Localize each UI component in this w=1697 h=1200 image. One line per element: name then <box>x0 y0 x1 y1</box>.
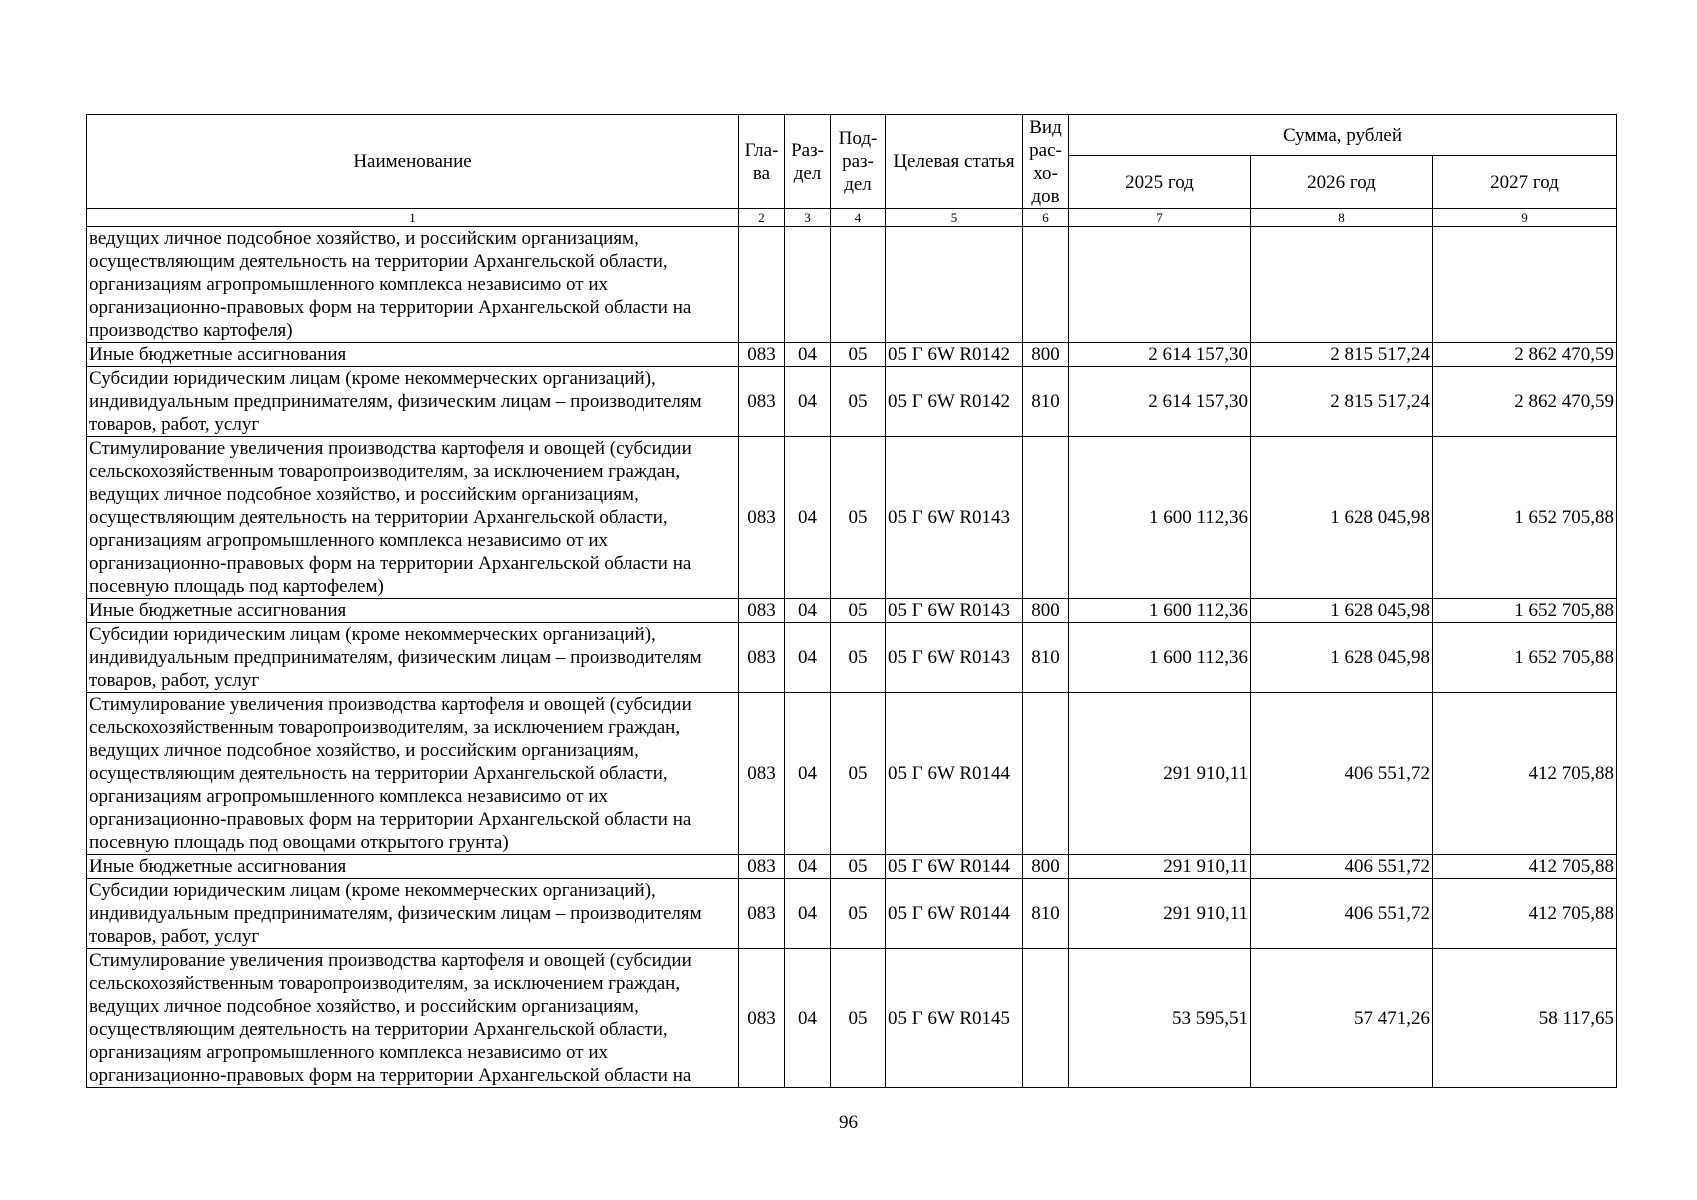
row-celevaya-statya: 05 Г 6W R0143 <box>886 437 1023 599</box>
row-razdel: 04 <box>785 693 831 855</box>
row-sum-2027: 412 705,88 <box>1433 855 1617 879</box>
row-sum-2025: 2 614 157,30 <box>1069 367 1251 437</box>
col-number: 7 <box>1069 209 1251 227</box>
table-row <box>87 367 1617 437</box>
row-razdel: 04 <box>785 367 831 437</box>
table-row <box>87 343 1617 367</box>
row-celevaya-statya: 05 Г 6W R0144 <box>886 855 1023 879</box>
row-razdel: 04 <box>785 879 831 949</box>
row-podrazdel <box>831 227 886 343</box>
row-glava <box>739 227 785 343</box>
row-sum-2027: 58 117,65 <box>1433 949 1617 1088</box>
row-sum-2026: 57 471,26 <box>1251 949 1433 1088</box>
row-glava: 083 <box>739 343 785 367</box>
row-vid-rashodov: 800 <box>1023 599 1069 623</box>
row-razdel <box>785 227 831 343</box>
row-podrazdel: 05 <box>831 599 886 623</box>
row-glava: 083 <box>739 949 785 1088</box>
row-name: Иные бюджетные ассигнования <box>87 855 739 879</box>
row-sum-2026: 1 628 045,98 <box>1251 599 1433 623</box>
row-vid-rashodov <box>1023 227 1069 343</box>
row-sum-2027: 2 862 470,59 <box>1433 343 1617 367</box>
row-name: Субсидии юридическим лицам (кроме некоммерческих организаций), индивидуальным предпринимателям, физическим лицам – производителям товаров, работ, услуг <box>87 623 739 693</box>
row-name: Иные бюджетные ассигнования <box>87 343 739 367</box>
row-razdel: 04 <box>785 949 831 1088</box>
row-glava: 083 <box>739 693 785 855</box>
row-name: ведущих личное подсобное хозяйство, и российским организациям, осуществляющим деятельность на территории Архангельской области, организациям агропромышленного комплекса независимо от их организационно-правовых форм на территории Архангельской области на производство картофеля) <box>87 227 739 343</box>
row-sum-2025: 291 910,11 <box>1069 879 1251 949</box>
col-number: 3 <box>785 209 831 227</box>
row-sum-2026: 2 815 517,24 <box>1251 343 1433 367</box>
col-number: 6 <box>1023 209 1069 227</box>
row-sum-2025: 2 614 157,30 <box>1069 343 1251 367</box>
row-sum-2025: 1 600 112,36 <box>1069 599 1251 623</box>
row-sum-2027: 412 705,88 <box>1433 693 1617 855</box>
table-row <box>87 437 1617 599</box>
row-celevaya-statya: 05 Г 6W R0145 <box>886 949 1023 1088</box>
row-sum-2027: 2 862 470,59 <box>1433 367 1617 437</box>
row-name: Стимулирование увеличения производства картофеля и овощей (субсидии сельскохозяйственным товаропроизводителям, за исключением граждан, ведущих личное подсобное хозяйство, и российским организациям, осуществляющим деятельность на территории Архангельской области, организациям агропромышленного комплекса независимо от их организационно-правовых форм на территории Архангельской области на посевную площадь под овощами открытого грунта) <box>87 693 739 855</box>
row-sum-2026: 1 628 045,98 <box>1251 623 1433 693</box>
row-celevaya-statya: 05 Г 6W R0143 <box>886 623 1023 693</box>
row-glava: 083 <box>739 879 785 949</box>
row-sum-2026: 406 551,72 <box>1251 879 1433 949</box>
row-celevaya-statya: 05 Г 6W R0143 <box>886 599 1023 623</box>
table-body <box>87 227 1617 1088</box>
row-name: Субсидии юридическим лицам (кроме некоммерческих организаций), индивидуальным предпринимателям, физическим лицам – производителям товаров, работ, услуг <box>87 367 739 437</box>
page-number: 96 <box>839 1112 858 1133</box>
row-celevaya-statya: 05 Г 6W R0142 <box>886 343 1023 367</box>
row-sum-2026: 1 628 045,98 <box>1251 437 1433 599</box>
row-podrazdel: 05 <box>831 879 886 949</box>
row-celevaya-statya: 05 Г 6W R0144 <box>886 879 1023 949</box>
table-row <box>87 693 1617 855</box>
table-row <box>87 879 1617 949</box>
row-glava: 083 <box>739 367 785 437</box>
row-sum-2027: 1 652 705,88 <box>1433 437 1617 599</box>
col-number: 1 <box>87 209 739 227</box>
row-vid-rashodov: 810 <box>1023 623 1069 693</box>
row-podrazdel: 05 <box>831 693 886 855</box>
header-celevaya-statya: Целевая статья <box>886 115 1023 209</box>
table-row <box>87 227 1617 343</box>
header-podrazdel: Под-раз-дел <box>831 115 886 209</box>
row-name: Стимулирование увеличения производства картофеля и овощей (субсидии сельскохозяйственным товаропроизводителям, за исключением граждан, ведущих личное подсобное хозяйство, и российским организациям, осуществляющим деятельность на территории Архангельской области, организациям агропромышленного комплекса независимо от их организационно-правовых форм на территории Архангельской области на посевную площадь под картофелем) <box>87 437 739 599</box>
row-name: Субсидии юридическим лицам (кроме некоммерческих организаций), индивидуальным предпринимателям, физическим лицам – производителям товаров, работ, услуг <box>87 879 739 949</box>
row-podrazdel: 05 <box>831 855 886 879</box>
row-vid-rashodov: 810 <box>1023 879 1069 949</box>
row-sum-2027: 412 705,88 <box>1433 879 1617 949</box>
row-vid-rashodov: 800 <box>1023 855 1069 879</box>
table-row <box>87 599 1617 623</box>
row-vid-rashodov: 810 <box>1023 367 1069 437</box>
row-sum-2025: 1 600 112,36 <box>1069 437 1251 599</box>
col-number: 8 <box>1251 209 1433 227</box>
row-celevaya-statya: 05 Г 6W R0144 <box>886 693 1023 855</box>
row-sum-2025: 291 910,11 <box>1069 693 1251 855</box>
row-vid-rashodov: 800 <box>1023 343 1069 367</box>
row-celevaya-statya: 05 Г 6W R0142 <box>886 367 1023 437</box>
row-podrazdel: 05 <box>831 949 886 1088</box>
row-sum-2025 <box>1069 227 1251 343</box>
row-vid-rashodov <box>1023 437 1069 599</box>
budget-table <box>86 114 1617 1088</box>
row-sum-2026: 406 551,72 <box>1251 855 1433 879</box>
row-vid-rashodov <box>1023 693 1069 855</box>
header-2026: 2026 год <box>1251 156 1433 209</box>
row-podrazdel: 05 <box>831 437 886 599</box>
row-sum-2026: 406 551,72 <box>1251 693 1433 855</box>
row-glava: 083 <box>739 599 785 623</box>
header-name: Наименование <box>87 115 739 209</box>
header-2025: 2025 год <box>1069 156 1251 209</box>
row-name: Стимулирование увеличения производства картофеля и овощей (субсидии сельскохозяйственным товаропроизводителям, за исключением граждан, ведущих личное подсобное хозяйство, и российским организациям, осуществляющим деятельность на территории Архангельской области, организациям агропромышленного комплекса независимо от их организационно-правовых форм на территории Архангельской области на <box>87 949 739 1088</box>
row-razdel: 04 <box>785 437 831 599</box>
col-number: 4 <box>831 209 886 227</box>
header-2027: 2027 год <box>1433 156 1617 209</box>
row-sum-2026: 2 815 517,24 <box>1251 367 1433 437</box>
col-number: 2 <box>739 209 785 227</box>
table-row <box>87 949 1617 1088</box>
row-podrazdel: 05 <box>831 343 886 367</box>
row-sum-2026 <box>1251 227 1433 343</box>
row-podrazdel: 05 <box>831 367 886 437</box>
header-summa: Сумма, рублей <box>1069 115 1617 156</box>
table-row <box>87 623 1617 693</box>
row-celevaya-statya <box>886 227 1023 343</box>
row-vid-rashodov <box>1023 949 1069 1088</box>
row-razdel: 04 <box>785 343 831 367</box>
row-glava: 083 <box>739 623 785 693</box>
row-podrazdel: 05 <box>831 623 886 693</box>
col-number: 9 <box>1433 209 1617 227</box>
row-sum-2027: 1 652 705,88 <box>1433 623 1617 693</box>
header-vid-rashodov: Вид рас-хо-дов <box>1023 115 1069 209</box>
row-glava: 083 <box>739 437 785 599</box>
row-sum-2025: 291 910,11 <box>1069 855 1251 879</box>
row-name: Иные бюджетные ассигнования <box>87 599 739 623</box>
row-sum-2027: 1 652 705,88 <box>1433 599 1617 623</box>
header-razdel: Раз-дел <box>785 115 831 209</box>
row-razdel: 04 <box>785 855 831 879</box>
row-sum-2025: 1 600 112,36 <box>1069 623 1251 693</box>
row-glava: 083 <box>739 855 785 879</box>
table-row <box>87 855 1617 879</box>
row-razdel: 04 <box>785 599 831 623</box>
col-number: 5 <box>886 209 1023 227</box>
row-sum-2025: 53 595,51 <box>1069 949 1251 1088</box>
row-sum-2027 <box>1433 227 1617 343</box>
row-razdel: 04 <box>785 623 831 693</box>
header-glava: Гла-ва <box>739 115 785 209</box>
